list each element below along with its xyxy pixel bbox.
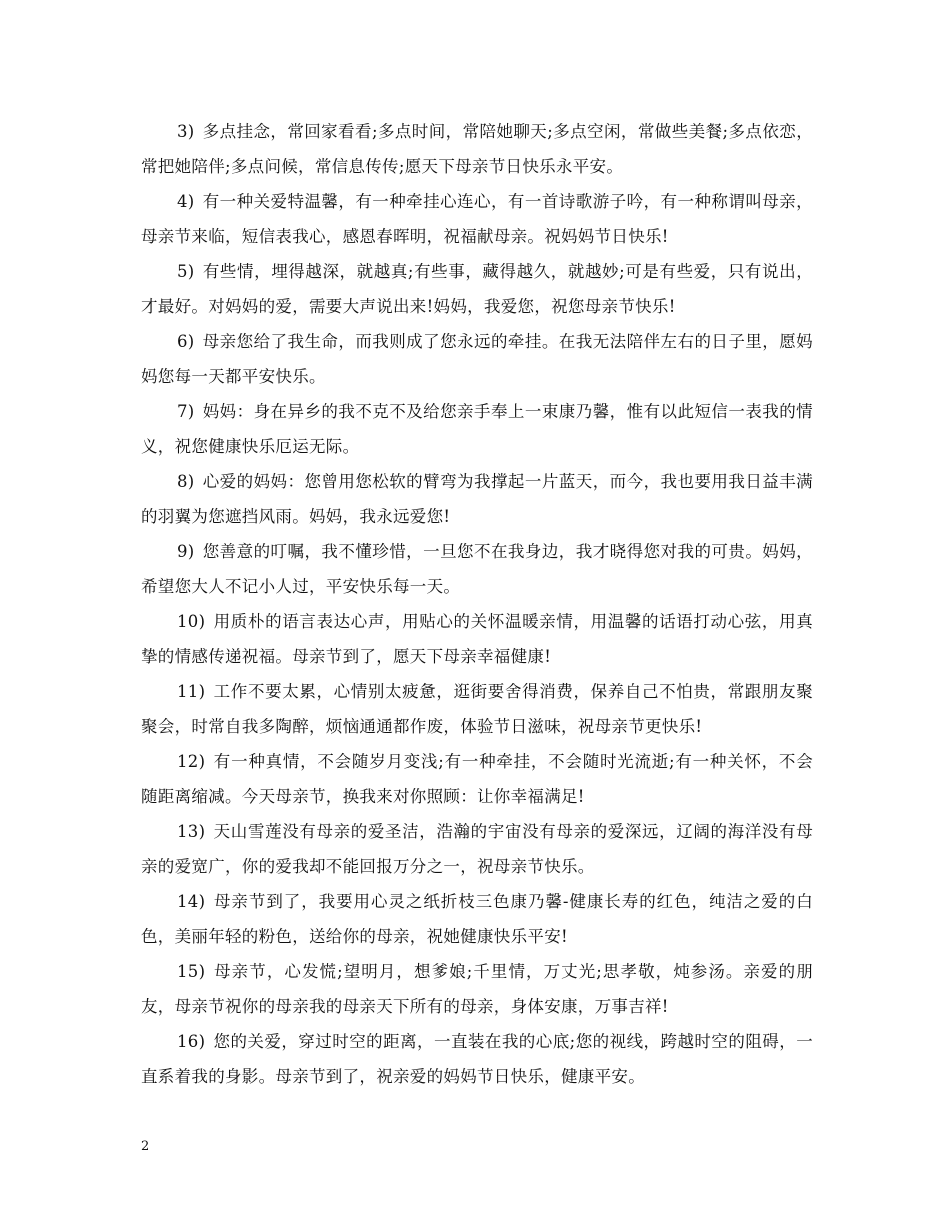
paragraph-number: 10) (177, 612, 206, 631)
paragraph-number: 11) (177, 682, 206, 701)
paragraph-10 (141, 604, 813, 674)
paragraph-text: 有一种关爱特温馨，有一种牵挂心连心，有一首诗歌游子吟，有一种称谓叫母亲，母亲节来临，短信表我心，感恩春晖明，祝福献母亲。祝妈妈节日快乐! (141, 192, 813, 246)
paragraph-text: 心爱的妈妈：您曾用您松软的臂弯为我撑起一片蓝天，而今，我也要用我日益丰满的羽翼为您遮挡风雨。妈妈，我永远爱您! (141, 472, 813, 526)
page-number: 2 (141, 1139, 150, 1154)
paragraph-text: 工作不要太累，心情别太疲惫，逛街要舍得消费，保养自己不怕贵，常跟朋友聚聚会，时常自我多陶醉，烦恼通通都作废，体验节日滋味，祝母亲节更快乐! (141, 682, 813, 736)
paragraph-5 (141, 254, 813, 324)
paragraph-number: 5) (177, 262, 195, 281)
paragraph-number: 14) (177, 892, 206, 911)
paragraph-number: 15) (177, 962, 206, 981)
paragraph-text: 妈妈：身在异乡的我不克不及给您亲手奉上一束康乃馨，惟有以此短信一表我的情义，祝您健康快乐厄运无际。 (141, 402, 813, 456)
paragraph-number: 6) (177, 332, 195, 351)
paragraph-text: 您的关爱，穿过时空的距离，一直装在我的心底;您的视线，跨越时空的阻碍，一直系着我的身影。母亲节到了，祝亲爱的妈妈节日快乐，健康平安。 (141, 1032, 813, 1086)
paragraph-text: 母亲节，心发慌;望明月，想爹娘;千里情，万丈光;思孝敬，炖参汤。亲爱的朋友，母亲节祝你的母亲我的母亲天下所有的母亲，身体安康，万事吉祥! (141, 962, 813, 1016)
paragraph-text: 您善意的叮嘱，我不懂珍惜，一旦您不在我身边，我才晓得您对我的可贵。妈妈，希望您大人不记小人过，平安快乐每一天。 (141, 542, 813, 596)
paragraph-number: 12) (177, 752, 206, 771)
paragraph-8 (141, 464, 813, 534)
paragraph-14 (141, 884, 813, 954)
paragraph-number: 9) (177, 542, 195, 561)
paragraph-text: 天山雪莲没有母亲的爱圣洁，浩瀚的宇宙没有母亲的爱深远，辽阔的海洋没有母亲的爱宽广，你的爱我却不能回报万分之一，祝母亲节快乐。 (141, 822, 813, 876)
paragraph-4 (141, 184, 813, 254)
paragraph-7 (141, 394, 813, 464)
paragraph-text: 多点挂念，常回家看看;多点时间，常陪她聊天;多点空闲，常做些美餐;多点依恋，常把她陪伴;多点问候，常信息传传;愿天下母亲节日快乐永平安。 (141, 122, 813, 176)
paragraph-text: 有一种真情，不会随岁月变浅;有一种牵挂，不会随时光流逝;有一种关怀，不会随距离缩减。今天母亲节，换我来对你照顾：让你幸福满足! (141, 752, 813, 806)
paragraph-text: 母亲节到了，我要用心灵之纸折枝三色康乃馨-健康长寿的红色，纯洁之爱的白色，美丽年轻的粉色，送给你的母亲，祝她健康快乐平安! (141, 892, 813, 946)
paragraph-number: 16) (177, 1032, 206, 1051)
paragraph-15 (141, 954, 813, 1024)
paragraph-number: 7) (177, 402, 195, 421)
paragraph-text: 用质朴的语言表达心声，用贴心的关怀温暖亲情，用温馨的话语打动心弦，用真挚的情感传递祝福。母亲节到了，愿天下母亲幸福健康! (141, 612, 813, 666)
paragraph-12 (141, 744, 813, 814)
paragraph-3 (141, 114, 813, 184)
paragraph-number: 13) (177, 822, 206, 841)
paragraph-16 (141, 1024, 813, 1094)
paragraph-6 (141, 324, 813, 394)
paragraph-text: 有些情，埋得越深，就越真;有些事，藏得越久，就越妙;可是有些爱，只有说出，才最好。对妈妈的爱，需要大声说出来!妈妈，我爱您，祝您母亲节快乐! (141, 262, 813, 316)
paragraph-number: 3) (177, 122, 195, 141)
paragraph-9 (141, 534, 813, 604)
paragraph-13 (141, 814, 813, 884)
paragraph-11 (141, 674, 813, 744)
paragraph-number: 8) (177, 472, 195, 491)
paragraph-text: 母亲您给了我生命，而我则成了您永远的牵挂。在我无法陪伴左右的日子里，愿妈妈您每一天都平安快乐。 (141, 332, 813, 386)
paragraph-number: 4) (177, 192, 195, 211)
document-body (141, 114, 813, 1094)
